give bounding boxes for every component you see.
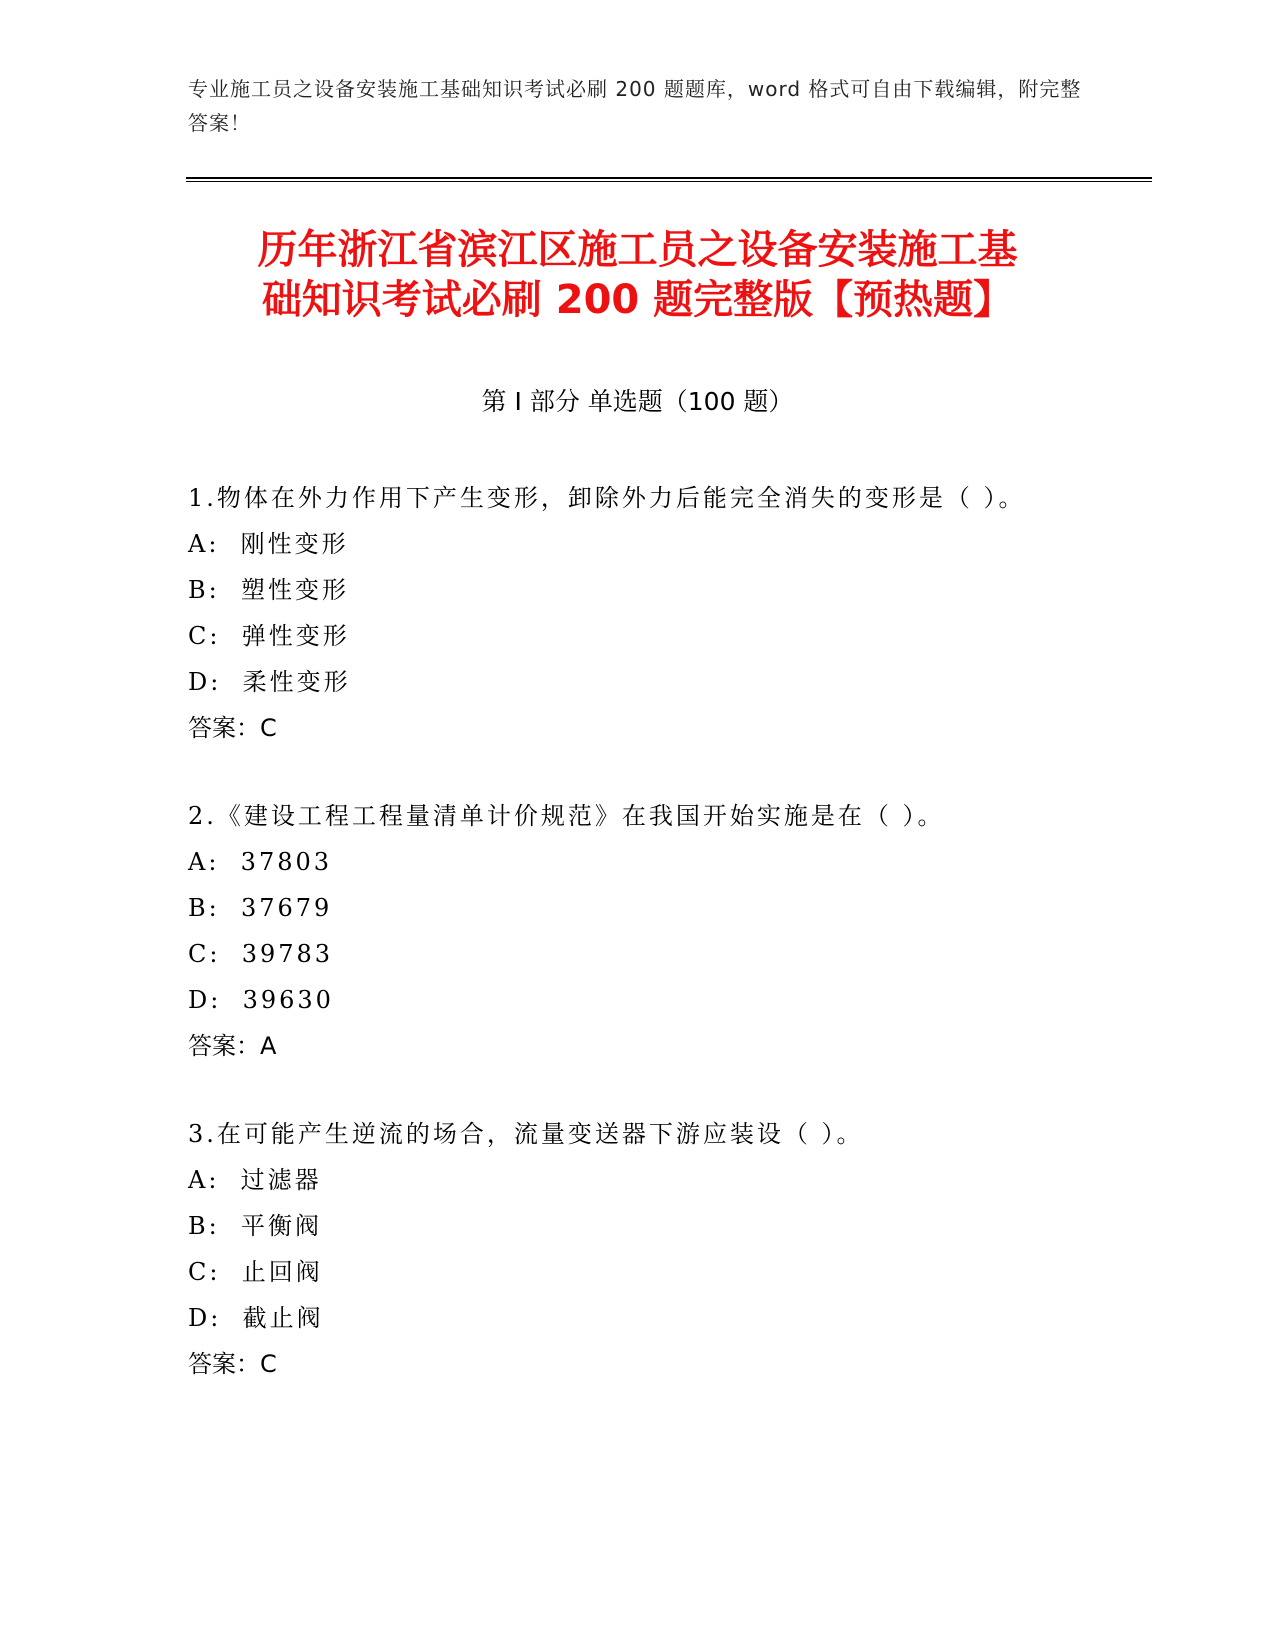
document-title-line-2: 础知识考试必刷 200 题完整版【预热题】 (261, 277, 1014, 323)
document-title (150, 225, 1125, 325)
option-c: C: 弹性变形 (188, 622, 350, 650)
option-c: C: 39783 (188, 940, 334, 968)
document-title-line-1: 历年浙江省滨江区施工员之设备安装施工基 (257, 227, 1018, 273)
option-d: D: 截止阀 (188, 1304, 324, 1332)
option-d: D: 柔性变形 (188, 668, 351, 696)
option-a: A: 刚性变形 (188, 530, 349, 558)
question-stem: 2.《建设工程工程量清单计价规范》在我国开始实施是在（ ）。 (188, 802, 945, 830)
answer: 答案：A (188, 1032, 277, 1060)
header-divider-thick (186, 177, 1152, 179)
option-a: A: 过滤器 (188, 1166, 322, 1194)
header-note: 专业施工员之设备安装施工基础知识考试必刷 200 题题库，word 格式可自由下载编辑，附完整答案！ (188, 77, 1082, 135)
question-1 (188, 475, 1088, 751)
option-b: B: 平衡阀 (188, 1212, 322, 1240)
option-a: A: 37803 (188, 848, 333, 876)
section-title: 第 I 部分 单选题（100 题） (481, 387, 794, 416)
option-c: C: 止回阀 (188, 1258, 323, 1286)
option-d: D: 39630 (188, 986, 334, 1014)
question-2 (188, 793, 1088, 1069)
option-b: B: 37679 (188, 894, 333, 922)
header-divider-thin (186, 181, 1152, 182)
answer: 答案：C (188, 1350, 277, 1378)
option-b: B: 塑性变形 (188, 576, 349, 604)
answer: 答案：C (188, 714, 277, 742)
question-stem: 1.物体在外力作用下产生变形，卸除外力后能完全消失的变形是（ ）。 (188, 484, 1026, 512)
question-list (188, 475, 1088, 1429)
question-3 (188, 1111, 1088, 1387)
question-stem: 3.在可能产生逆流的场合，流量变送器下游应装设（ ）。 (188, 1120, 864, 1148)
